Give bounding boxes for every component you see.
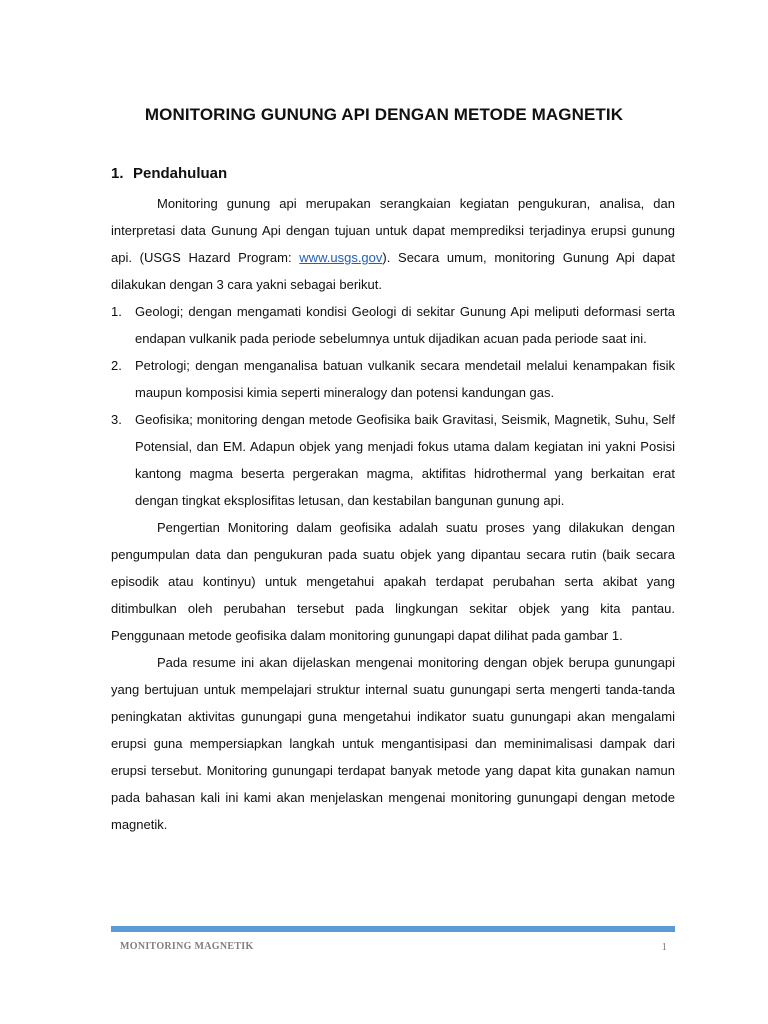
page-title: MONITORING GUNUNG API DENGAN METODE MAGNETIK [144,105,624,124]
footer-rule [111,926,675,932]
list-item [111,406,675,514]
list-item-text: Geologi; dengan mengamati kondisi Geologi di sekitar Gunung Api meliputi deformasi serta endapan vulkanik pada periode sebelumnya untuk dijadikan acuan pada periode saat ini. [135,304,675,346]
footer-label: MONITORING MAGNETIK [120,941,254,952]
intro-text-before-link: Monitoring gunung api merupakan serangkaian kegiatan pengukuran, analisa, dan interpretasi data Gunung Api dengan tujuan untuk dapat memprediksi terjadinya erupsi gunung api. (USGS Hazard Program: [111,196,675,265]
list-marker: 1. [111,304,122,319]
list-marker: 3. [111,412,122,427]
list-marker: 2. [111,358,122,373]
paragraph-monitoring-definition: Pengertian Monitoring dalam geofisika adalah suatu proses yang dilakukan dengan pengumpulan data dan pengukuran pada suatu objek yang dipantau secara rutin (baik secara episodik atau kontinyu) untuk mengetahui apakah terdapat perubahan serta akibat yang ditimbulkan oleh perubahan tersebut pada lingkungan sekitar objek yang kita pantau. Penggunaan metode geofisika dalam monitoring gunungapi dapat dilihat pada gambar 1. [111,520,675,643]
section-heading-text: Pendahuluan [133,165,228,182]
paragraph-resume: Pada resume ini akan dijelaskan mengenai monitoring dengan objek berupa gunungapi yang bertujuan untuk mempelajari struktur internal suatu gunungapi serta mengerti tanda-tanda peningkatan aktivitas gunungapi guna mengetahui indikator suatu gunungapi akan mengalami erupsi guna mempersiapkan langkah untuk mengantisipasi dan meminimalisasi dampak dari erupsi tersebut. Monitoring gunungapi terdapat banyak metode yang dapat kita gunakan namun pada bahasan kali ini kami akan menjelaskan mengenai monitoring gunungapi dengan metode magnetik. [111,655,675,832]
intro-paragraph [111,190,675,298]
section-heading [111,165,227,182]
section-number: 1. [111,165,124,182]
list-item [111,298,675,352]
body-text [111,190,675,838]
intro-text-after-link: ). Secara umum, monitoring Gunung Api dapat dilakukan dengan 3 cara yakni sebagai berikut. [111,250,675,292]
usgs-link[interactable]: www.usgs.gov [299,250,383,265]
list-item [111,352,675,406]
list-item-text: Geofisika; monitoring dengan metode Geofisika baik Gravitasi, Seismik, Magnetik, Suhu, Self Potensial, dan EM. Adapun objek yang menjadi fokus utama dalam kegiatan ini yakni Posisi kantong magma beserta pergerakan magma, aktifitas hidrothermal yang berkaitan erat dengan tingkat eksplosifitas letusan, dan kestabilan bangunan gunung api. [135,412,675,508]
methods-list [111,298,675,514]
page-number: 1 [661,941,667,953]
list-item-text: Petrologi; dengan menganalisa batuan vulkanik secara mendetail melalui kenampakan fisik maupun komposisi kimia seperti mineralogy dan potensi kandungan gas. [135,358,675,400]
